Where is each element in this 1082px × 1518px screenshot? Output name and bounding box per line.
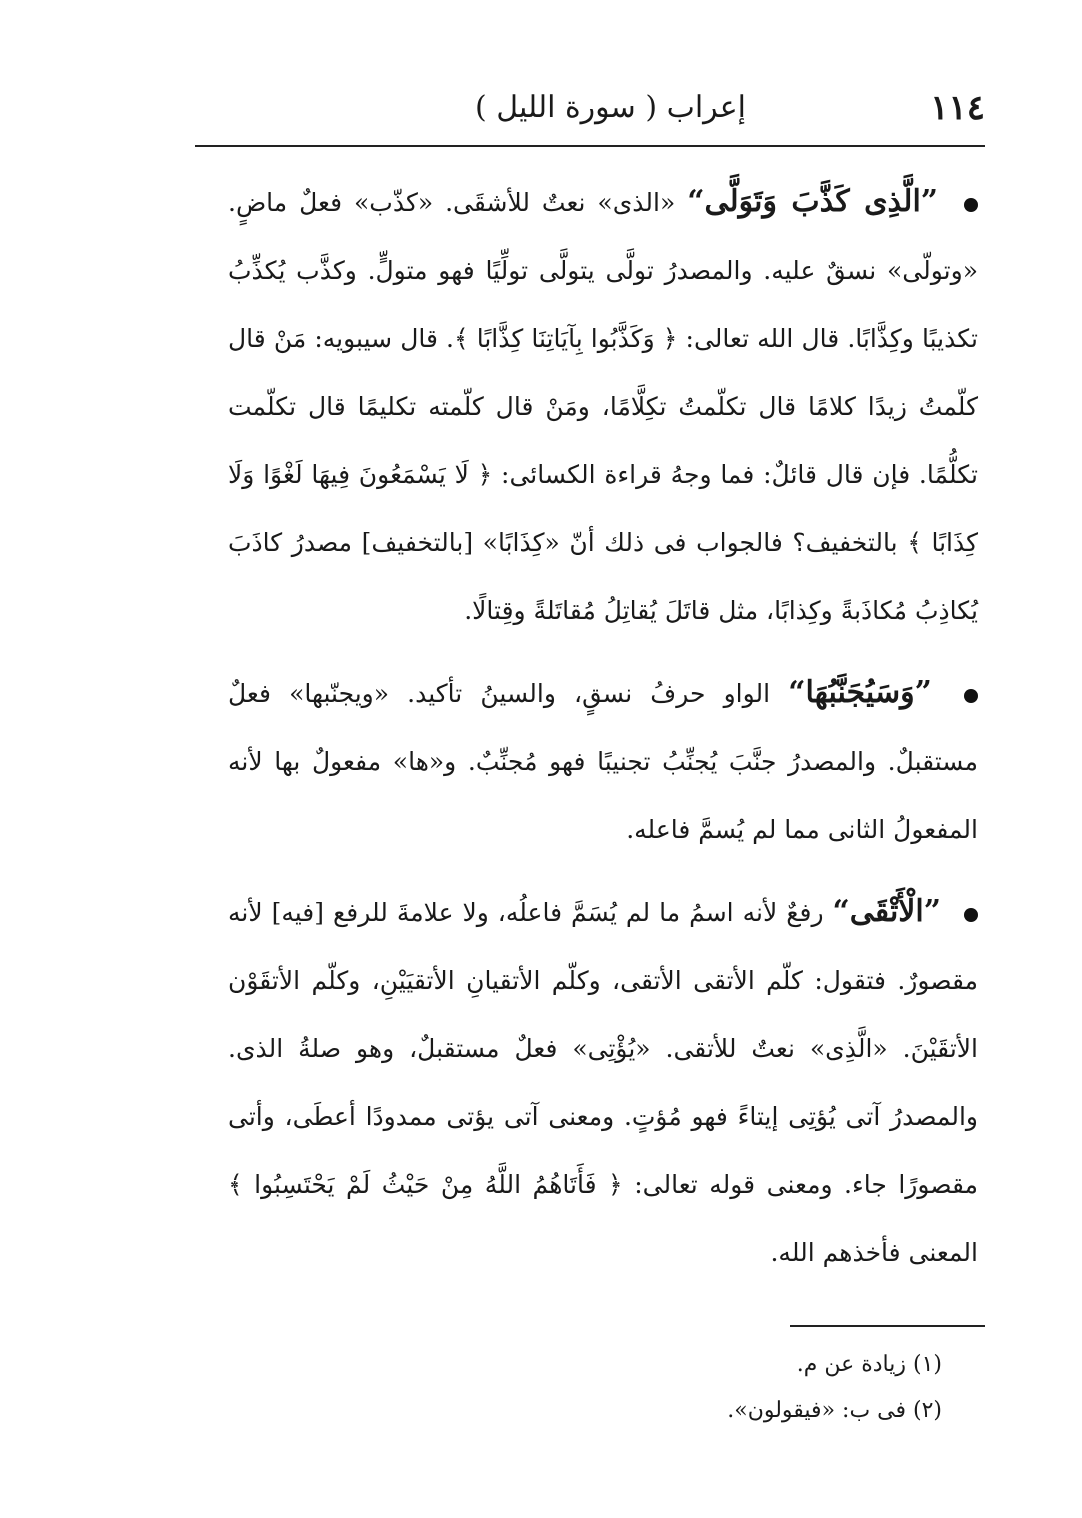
quranic-lemma: ”وَسَيُجَنَّبُهَا“ — [788, 675, 932, 710]
paragraph-text: الواو حرفُ نسقٍ، والسينُ تأكيد. «ويجنّبها» فعلٌ مستقبلٌ. والمصدرُ جنَّبَ يُجنِّبُ تجنيبًا فهو مُجنِّبٌ. و«ها» مفعولٌ بها لأنه المفعولُ الثانى مما لم يُسمَّ فاعله. — [228, 679, 978, 844]
quranic-lemma: ”الْأَتْقَى“ — [832, 894, 942, 929]
footnotes — [542, 1342, 942, 1434]
footnote-2: (٢) فى ب: «فيقولون». — [727, 1398, 942, 1423]
paragraph-text: رفعٌ لأنه اسمُ ما لم يُسَمَّ فاعلُه، ولا علامةَ للرفع [فيه] لأنه مقصورٌ. فتقول: كلّم الأتقى الأتقى، وكلّم الأتقيانِ الأتقيَيْنِ، وكلّم الأتقَوْن الأتقَيْنَ. «الَّذِى» نعتٌ للأتقى. «يُؤْتِى» فعلٌ مستقبلٌ، وهو صلةُ الذى. والمصدرُ آتى يُؤتِى إيتاءً فهو مُؤتٍ. ومعنى آتى يؤتى ممدودًا أعطَى، وأتى مقصورًا جاء. ومعنى قوله تعالى: ﴿ فَأَتَاهُمُ اللَّهُ مِنْ حَيْثُ لَمْ يَحْتَسِبُوا ﴾ المعنى فأخذهم الله. — [228, 898, 978, 1267]
paragraph-2 — [228, 659, 978, 864]
verse-marker-icon — [964, 689, 978, 703]
header-divider — [195, 145, 985, 147]
body-text — [228, 168, 978, 1287]
quranic-lemma: ”الَّذِى كَذَّبَ وَتَوَلَّى“ — [687, 184, 939, 219]
paragraph-3 — [228, 878, 978, 1287]
running-title: إعراب ( سورة الليل ) — [475, 90, 746, 125]
footnote-1: (١) زيادة عن م. — [796, 1352, 942, 1377]
page-header — [195, 88, 985, 140]
paragraph-1 — [228, 168, 978, 645]
verse-marker-icon — [964, 198, 978, 212]
verse-marker-icon — [964, 908, 978, 922]
footnote-divider — [790, 1325, 985, 1327]
paragraph-text: «الذى» نعتٌ للأشقَى. «كذّب» فعلٌ ماضٍ. «وتولّى» نسقٌ عليه. والمصدرُ تولَّى يتولَّى تولِّيًا فهو متولٍّ. وكذَّب يُكذِّبُ تكذيبًا وكِذَّابًا. قال الله تعالى: ﴿ وَكَذَّبُوا بِآيَاتِنَا كِذَّابًا ﴾. قال سيبويه: مَنْ قال كلّمتُ زيدًا كلامًا قال تكلّمتُ تكِلَّامًا، ومَنْ قال كلّمته تكليمًا قال تكلّمت تكلُّمًا. فإن قال قائلٌ: فما وجهُ قراءة الكسائى: ﴿ لَا يَسْمَعُونَ فِيهَا لَغْوًا وَلَا كِذَابًا ﴾ بالتخفيف؟ فالجواب فى ذلك أنّ «كِذَابًا» [بالتخفيف] مصدرُ كاذَبَ يُكاذِبُ مُكاذَبةً وكِذابًا، مثل قاتَلَ يُقاتِلُ مُقاتَلةً وقِتالًا. — [228, 188, 978, 625]
page-number: ١١٤ — [930, 88, 985, 128]
